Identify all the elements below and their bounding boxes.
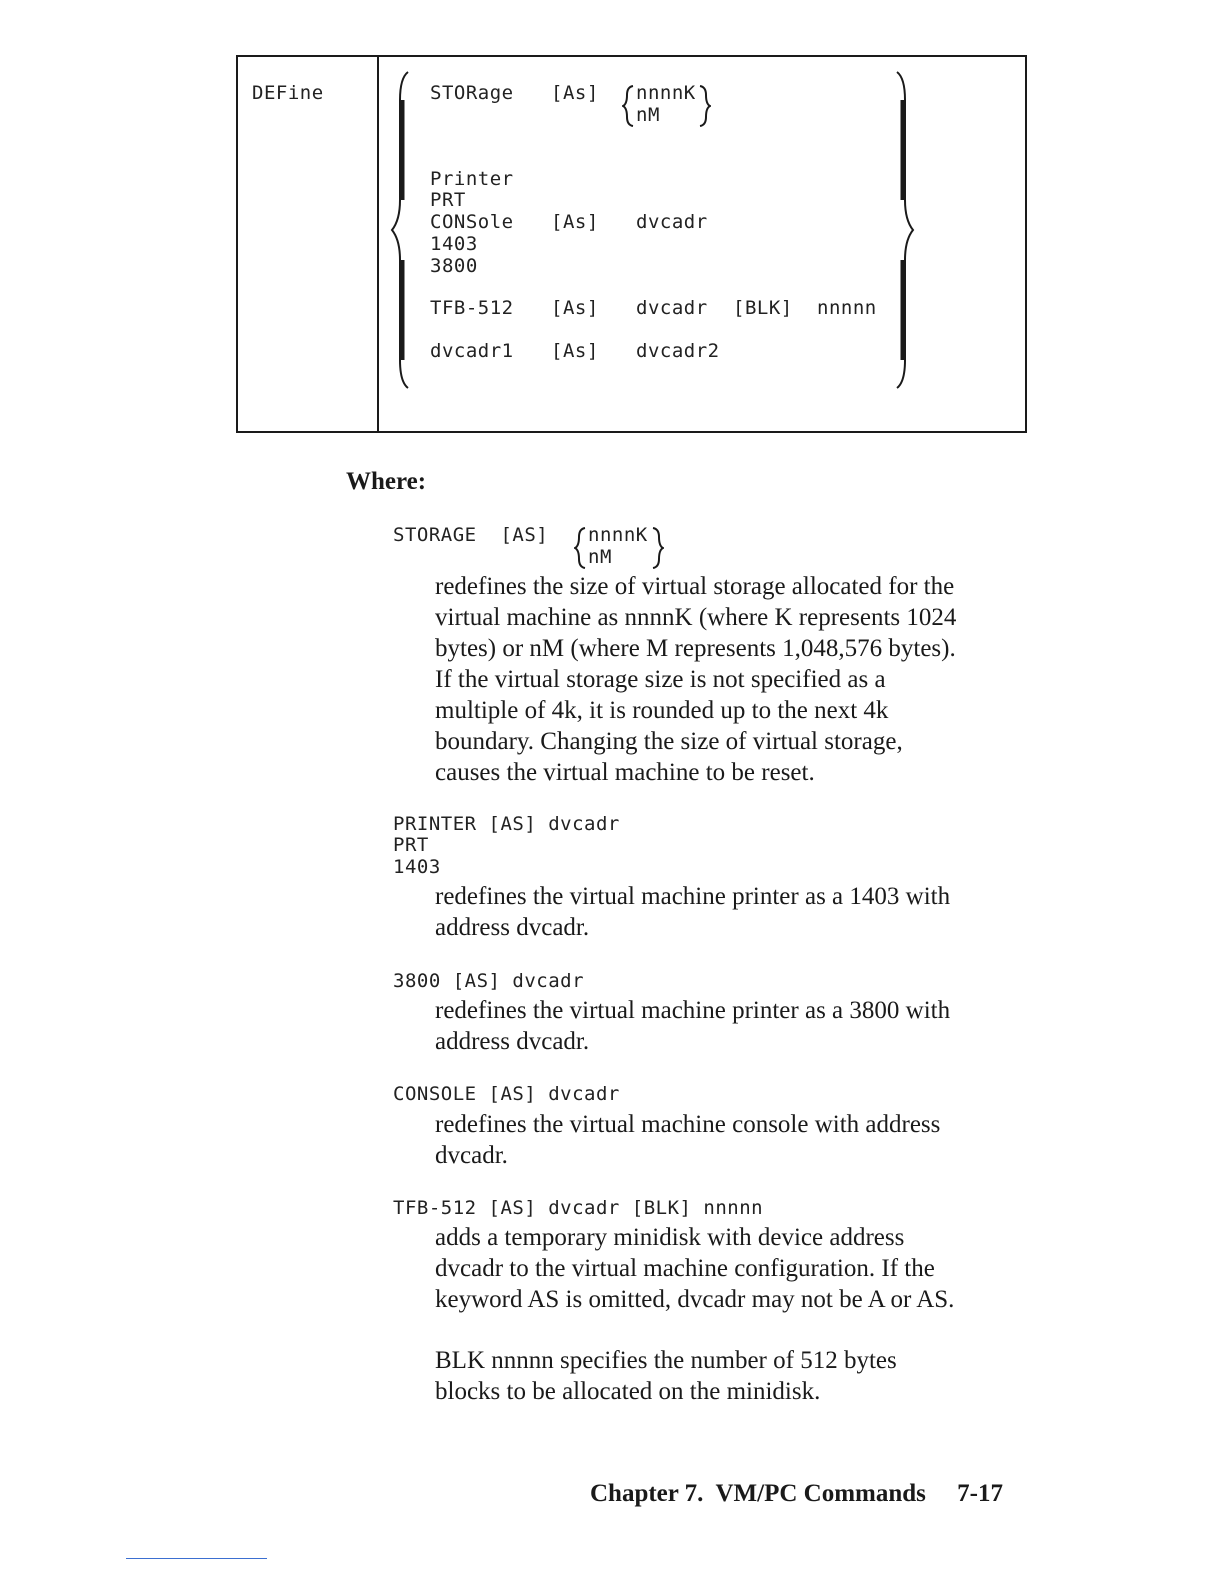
- syntax-device-printer: Printer: [430, 168, 514, 190]
- tfb-entry-head: TFB-512 [AS] dvcadr [BLK] nnnnn: [393, 1197, 764, 1219]
- syntax-device-3800: 3800: [430, 255, 478, 277]
- paragraph-line: BLK nnnnn specifies the number of 512 bytes: [435, 1347, 897, 1374]
- storage-description: [435, 571, 1035, 788]
- printer-entry-head: PRINTER [AS] dvcadr: [393, 813, 620, 835]
- p3800-entry-head: 3800 [AS] dvcadr: [393, 970, 585, 992]
- paragraph-line: adds a temporary minidisk with device address: [435, 1224, 905, 1251]
- syntax-storage-keyword: STORage: [430, 82, 514, 104]
- paragraph-line: address dvcadr.: [435, 1028, 590, 1055]
- paragraph-line: redefines the virtual machine console with address: [435, 1111, 941, 1138]
- paragraph-line: redefines the virtual machine printer as a 1403 with: [435, 883, 951, 910]
- syntax-device-addr: dvcadr: [636, 211, 708, 233]
- left-brace: [390, 70, 430, 390]
- storage-open-brace: [622, 84, 636, 128]
- syntax-tfb-as: [As]: [551, 297, 599, 319]
- syntax-copy-from: dvcadr1: [430, 340, 514, 362]
- p3800-description: [435, 995, 1035, 1057]
- paragraph-line: keyword AS is omitted, dvcadr may not be A or AS.: [435, 1286, 955, 1313]
- syntax-tfb-addr: dvcadr: [636, 297, 708, 319]
- syntax-tfb-blk: [BLK]: [733, 297, 793, 319]
- syntax-tfb-keyword: TFB-512: [430, 297, 514, 319]
- printer-entry-head-1403: 1403: [393, 856, 441, 878]
- command-name: DEFine: [252, 82, 324, 104]
- paragraph-line: virtual machine as nnnnK (where K represents 1024: [435, 604, 957, 631]
- printer-entry-head-prt: PRT: [393, 834, 429, 856]
- footer-page-number: 7-17: [957, 1480, 1003, 1507]
- syntax-device-console: CONSole: [430, 211, 514, 233]
- paragraph-line: multiple of 4k, it is rounded up to the next 4k: [435, 697, 889, 724]
- syntax-storage-opt1: nnnnK: [636, 82, 696, 104]
- paragraph-line: boundary. Changing the size of virtual storage,: [435, 728, 903, 755]
- console-entry-head: CONSOLE [AS] dvcadr: [393, 1083, 620, 1105]
- footer-rule: [126, 1558, 267, 1559]
- syntax-copy-as: [As]: [551, 340, 599, 362]
- syntax-storage-as: [As]: [551, 82, 599, 104]
- printer-description: [435, 881, 1035, 943]
- page-footer: [590, 1480, 1003, 1508]
- paragraph-line: redefines the virtual machine printer as a 3800 with: [435, 997, 951, 1024]
- where-label: Where:: [346, 468, 427, 495]
- paragraph-line: redefines the size of virtual storage allocated for the: [435, 573, 955, 600]
- tfb-blk-description: [435, 1345, 1035, 1407]
- console-description: [435, 1109, 1035, 1171]
- paragraph-line: causes the virtual machine to be reset.: [435, 759, 815, 786]
- paragraph-line: blocks to be allocated on the minidisk.: [435, 1378, 821, 1405]
- paragraph-line: dvcadr.: [435, 1142, 508, 1169]
- storage-entry-close-brace: [650, 526, 664, 570]
- tfb-description: [435, 1222, 1035, 1315]
- right-brace: [893, 70, 933, 390]
- syntax-device-as: [As]: [551, 211, 599, 233]
- paragraph-line: If the virtual storage size is not specified as a: [435, 666, 886, 693]
- syntax-device-1403: 1403: [430, 233, 478, 255]
- syntax-tfb-count: nnnnn: [817, 297, 877, 319]
- storage-entry-opt1: nnnnK: [588, 524, 648, 546]
- storage-entry-head: STORAGE [AS]: [393, 524, 549, 546]
- syntax-storage-opt2: nM: [636, 104, 660, 126]
- syntax-copy-to: dvcadr2: [636, 340, 720, 362]
- paragraph-line: dvcadr to the virtual machine configuration. If the: [435, 1255, 935, 1282]
- syntax-device-prt: PRT: [430, 189, 466, 211]
- storage-close-brace: [697, 84, 711, 128]
- paragraph-line: address dvcadr.: [435, 914, 590, 941]
- storage-entry-opt2: nM: [588, 546, 612, 568]
- paragraph-line: bytes) or nM (where M represents 1,048,576 bytes).: [435, 635, 956, 662]
- footer-chapter: Chapter 7. VM/PC Commands: [590, 1480, 926, 1507]
- storage-entry-open-brace: [574, 526, 588, 570]
- syntax-divider: [377, 55, 379, 433]
